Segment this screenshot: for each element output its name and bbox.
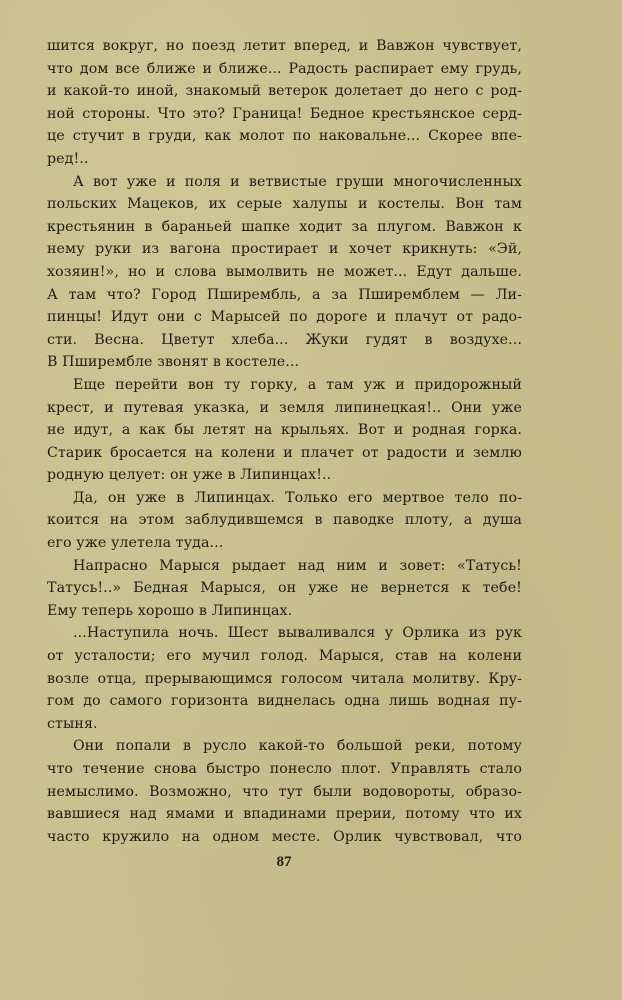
text-line: нему руки из вагона простирает и хочет крикнуть: «Эй, — [47, 241, 522, 258]
text-line: стыня. — [47, 715, 98, 732]
text-line: крестьянин в бараньей шапке ходит за плугом. Вавжон к — [47, 218, 522, 235]
text-line: хозяин!», но и слова вымолвить не может... Едут дальше. — [47, 263, 522, 280]
paragraph-1 — [47, 35, 522, 171]
text-line: це стучит в груди, как молот по наковальне... Скорее впе- — [47, 128, 522, 145]
paragraph-3 — [47, 374, 522, 487]
text-line: пинцы! Идут они с Марысей по дороге и плачут от радо- — [47, 309, 522, 326]
text-line: Да, он уже в Липинцах. Только его мертвое тело по- — [73, 489, 522, 506]
text-line: А вот уже и поля и ветвистые груши многочисленных — [73, 173, 522, 190]
text-line: ...Наступила ночь. Шест вываливался у Орлика из рук — [73, 625, 522, 642]
text-line: гом до самого горизонта виднелась одна лишь водная пу- — [47, 693, 522, 710]
text-line: ред!.. — [47, 150, 89, 167]
text-line: не идут, а как бы летят на крыльях. Вот и родная горка. — [47, 422, 522, 439]
text-line: от усталости; его мучил голод. Марыся, став на колени — [47, 648, 522, 665]
paragraph-7 — [47, 735, 522, 848]
text-line: В Пширембле звонят в костеле... — [47, 354, 300, 371]
paragraph-6 — [47, 622, 522, 735]
text-line: Они попали в русло какой-то большой реки, потому — [73, 738, 522, 755]
text-line: часто кружило на одном месте. Орлик чувствовал, что — [47, 828, 522, 845]
text-line: возле отца, прерывающимся голосом читала молитву. Кру- — [47, 670, 522, 687]
text-line: ной стороны. Что это? Граница! Бедное крестьянское серд- — [47, 105, 522, 122]
paragraph-2 — [47, 171, 522, 374]
text-line: вавшиеся над ямами и впадинами прерии, потому что их — [47, 806, 522, 823]
text-line: Напрасно Марыся рыдает над ним и зовет: «Татусь! — [73, 557, 522, 574]
page-text — [47, 35, 522, 848]
text-line: родную целует: он уже в Липинцах!.. — [47, 467, 332, 484]
text-line: шится вокруг, но поезд летит вперед, и Вавжон чувствует, — [47, 38, 522, 54]
text-line: Старик бросается на колени и плачет от радости и землю — [47, 444, 522, 461]
paragraph-5 — [47, 555, 522, 623]
page-number: 87 — [276, 854, 292, 870]
text-line: что дом все ближе и ближе... Радость распирает ему грудь, — [47, 60, 522, 77]
text-line: и какой-то иной, знакомый ветерок долетает до него с род- — [47, 83, 522, 100]
text-line: сти. Весна. Цветут хлеба... Жуки гудят в воздухе... — [47, 331, 522, 348]
text-line: Ему теперь хорошо в Липинцах. — [47, 602, 293, 619]
text-line: немыслимо. Возможно, что тут были водовороты, образо- — [47, 783, 522, 800]
text-line: коится на этом заблудившемся в паводке плоту, а душа — [47, 512, 522, 529]
text-line: А там что? Город Пширембль, а за Пширемблем — Ли- — [47, 286, 522, 303]
text-line: его уже улетела туда... — [47, 535, 224, 552]
text-line: Татусь!..» Бедная Марыся, он уже не вернется к тебе! — [47, 580, 522, 597]
text-line: польских Мацеков, их серые халупы и костелы. Вон там — [47, 196, 522, 213]
text-line: крест, и путевая указка, и земля липинецкая!.. Они уже — [47, 399, 522, 416]
paragraph-4 — [47, 487, 522, 555]
text-line: что течение снова быстро понесло плот. Управлять стало — [47, 761, 522, 777]
text-line: Еще перейти вон ту горку, а там уж и придорожный — [73, 376, 522, 393]
